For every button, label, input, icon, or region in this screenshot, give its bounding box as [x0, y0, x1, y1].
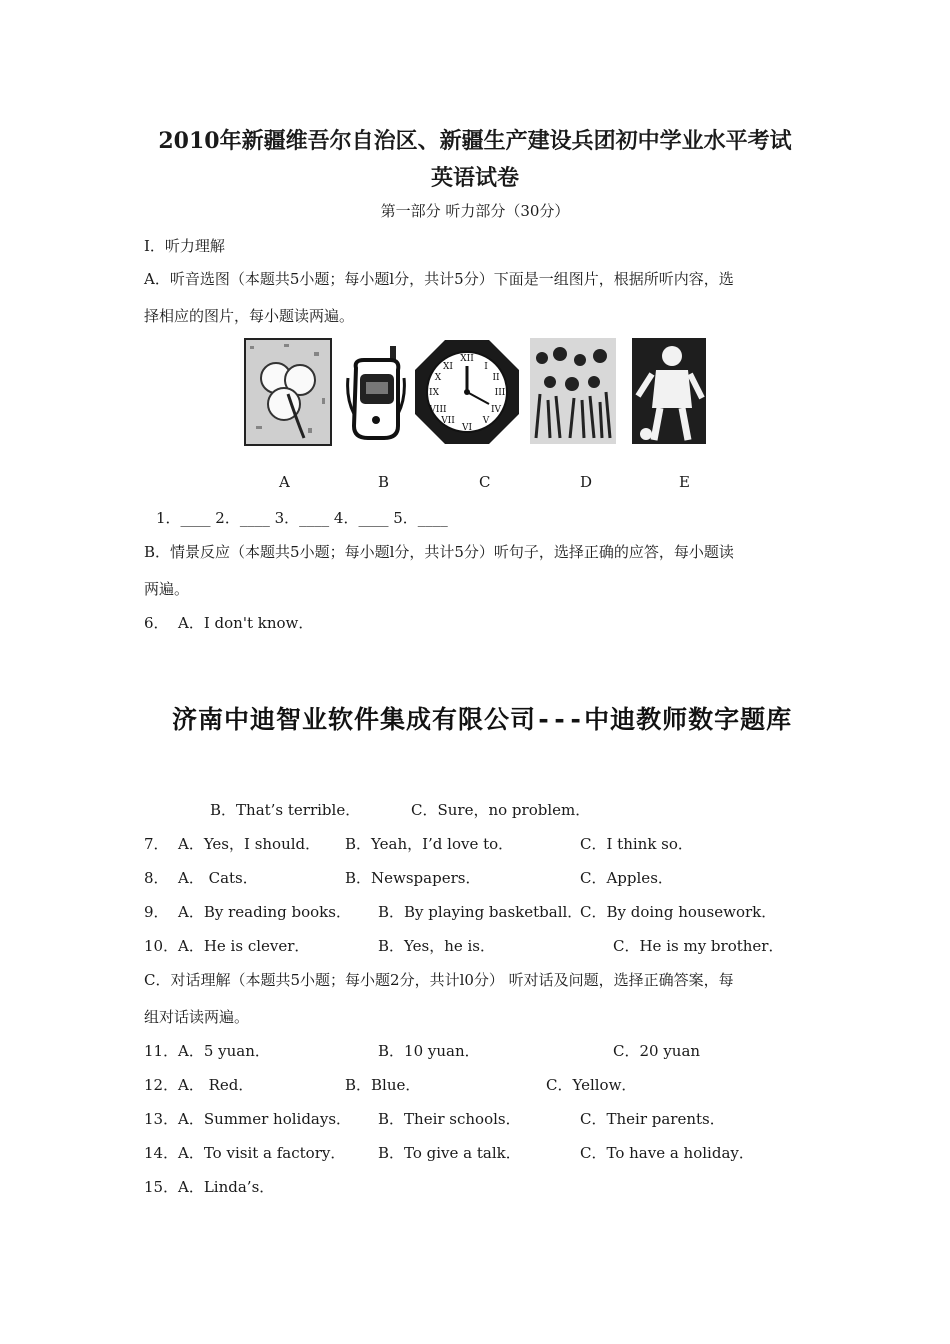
svg-text:XII: XII: [460, 354, 474, 364]
option-a: A．He is clever．: [178, 937, 310, 955]
picture-label-e: E: [679, 473, 690, 491]
svg-text:XI: XI: [443, 362, 453, 372]
question-number: 9．: [144, 903, 169, 921]
wall-clock-icon: [413, 338, 521, 446]
option-c: C．To have a holiday．: [580, 1144, 754, 1162]
part-heading: 第一部分 听力部分（30分）: [380, 202, 570, 220]
option-c: C．Yellow．: [546, 1076, 637, 1094]
svg-text:II: II: [492, 373, 500, 383]
option-a: A． Cats．: [178, 869, 258, 887]
question-number: 12．: [144, 1076, 179, 1094]
picture-d: [530, 338, 616, 444]
option-a: A．I don't know．: [178, 614, 314, 632]
question-number: 8．: [144, 869, 169, 887]
option-c: C．20 yuan: [613, 1042, 701, 1060]
crowd-icon: [530, 338, 616, 444]
svg-text:III: III: [494, 388, 506, 398]
section-a-intro-line1: A．听音选图（本题共5小题；每小题l分，共计5分）下面是一组图片，根据所听内容，选: [144, 270, 734, 288]
svg-text:IX: IX: [429, 388, 439, 398]
option-b: B．Yes，he is．: [378, 937, 495, 955]
publisher-banner: 济南中迪智业软件集成有限公司---中迪教师数字题库: [172, 705, 793, 734]
question-number: 7．: [144, 835, 169, 853]
section-b-intro-line2: 两遍。: [144, 580, 190, 598]
svg-text:V: V: [482, 416, 490, 426]
picture-label-d: D: [580, 473, 593, 491]
section-c-intro-line2: 组对话读两遍。: [144, 1008, 250, 1026]
svg-text:VII: VII: [441, 416, 455, 426]
exam-title-line2: 英语试卷: [430, 165, 519, 191]
picture-a: [244, 338, 332, 446]
option-a: A． Red．: [178, 1076, 254, 1094]
question-number: 15．: [144, 1178, 179, 1196]
mobile-phone-icon: [344, 338, 408, 446]
picture-c: [413, 338, 521, 446]
option-b: B．Yeah，I’d love to．: [345, 835, 514, 853]
option-b: B．10 yuan．: [378, 1042, 480, 1060]
exam-title-line1: 2010年新疆维吾尔自治区、新疆生产建设兵团初中学业水平考试: [158, 128, 792, 154]
option-a: A．Yes，I should．: [178, 835, 321, 853]
football-player-icon: [632, 338, 706, 444]
question-number: 10．: [144, 937, 179, 955]
option-c: C．By doing housework．: [580, 903, 777, 921]
picture-b: [344, 338, 408, 446]
picture-label-b: B: [378, 473, 390, 491]
svg-text:VI: VI: [461, 423, 473, 433]
picture-e: [632, 338, 706, 444]
svg-text:VIII: VIII: [429, 405, 447, 415]
answer-blanks: 1．____ 2．____ 3．____ 4．____ 5．____: [156, 509, 448, 527]
option-a: A．Linda’s．: [178, 1178, 275, 1196]
question-number: 6．: [144, 614, 169, 632]
svg-text:X: X: [434, 373, 442, 383]
clover-icon: [244, 338, 332, 446]
option-c: C．I think so．: [580, 835, 693, 853]
question-number: 11．: [144, 1042, 179, 1060]
picture-label-a: A: [279, 473, 290, 491]
option-b: B．Their schools．: [378, 1110, 521, 1128]
option-a: A．To visit a factory．: [178, 1144, 346, 1162]
question-number: 14．: [144, 1144, 179, 1162]
option-a: A．Summer holidays．: [178, 1110, 352, 1128]
section-a-intro-line2: 择相应的图片，每小题读两遍。: [144, 307, 355, 325]
option-a: A．5 yuan．: [178, 1042, 270, 1060]
option-c: C．Their parents．: [580, 1110, 725, 1128]
section-c-intro-line1: C．对话理解（本题共5小题；每小题2分，共计l0分） 听对话及问题，选择正确答案，每: [144, 971, 734, 989]
option-b: B．That’s terrible．: [210, 801, 361, 819]
svg-text:I: I: [484, 362, 488, 372]
option-b: B．By playing basketball．: [378, 903, 583, 921]
option-a: A．By reading books．: [178, 903, 351, 921]
option-b: B．Newspapers．: [345, 869, 481, 887]
section-heading: Ⅰ．听力理解: [144, 237, 225, 255]
question-number: 13．: [144, 1110, 179, 1128]
option-c: C．Apples．: [580, 869, 673, 887]
section-b-intro-line1: B．情景反应（本题共5小题；每小题l分，共计5分）听句子，选择正确的应答，每小题读: [144, 543, 734, 561]
option-b: B．Blue．: [345, 1076, 421, 1094]
svg-text:IV: IV: [490, 405, 502, 415]
option-b: B．To give a talk．: [378, 1144, 521, 1162]
option-c: C．He is my brother．: [613, 937, 784, 955]
picture-label-c: C: [479, 473, 491, 491]
option-c: C．Sure，no problem．: [411, 801, 591, 819]
